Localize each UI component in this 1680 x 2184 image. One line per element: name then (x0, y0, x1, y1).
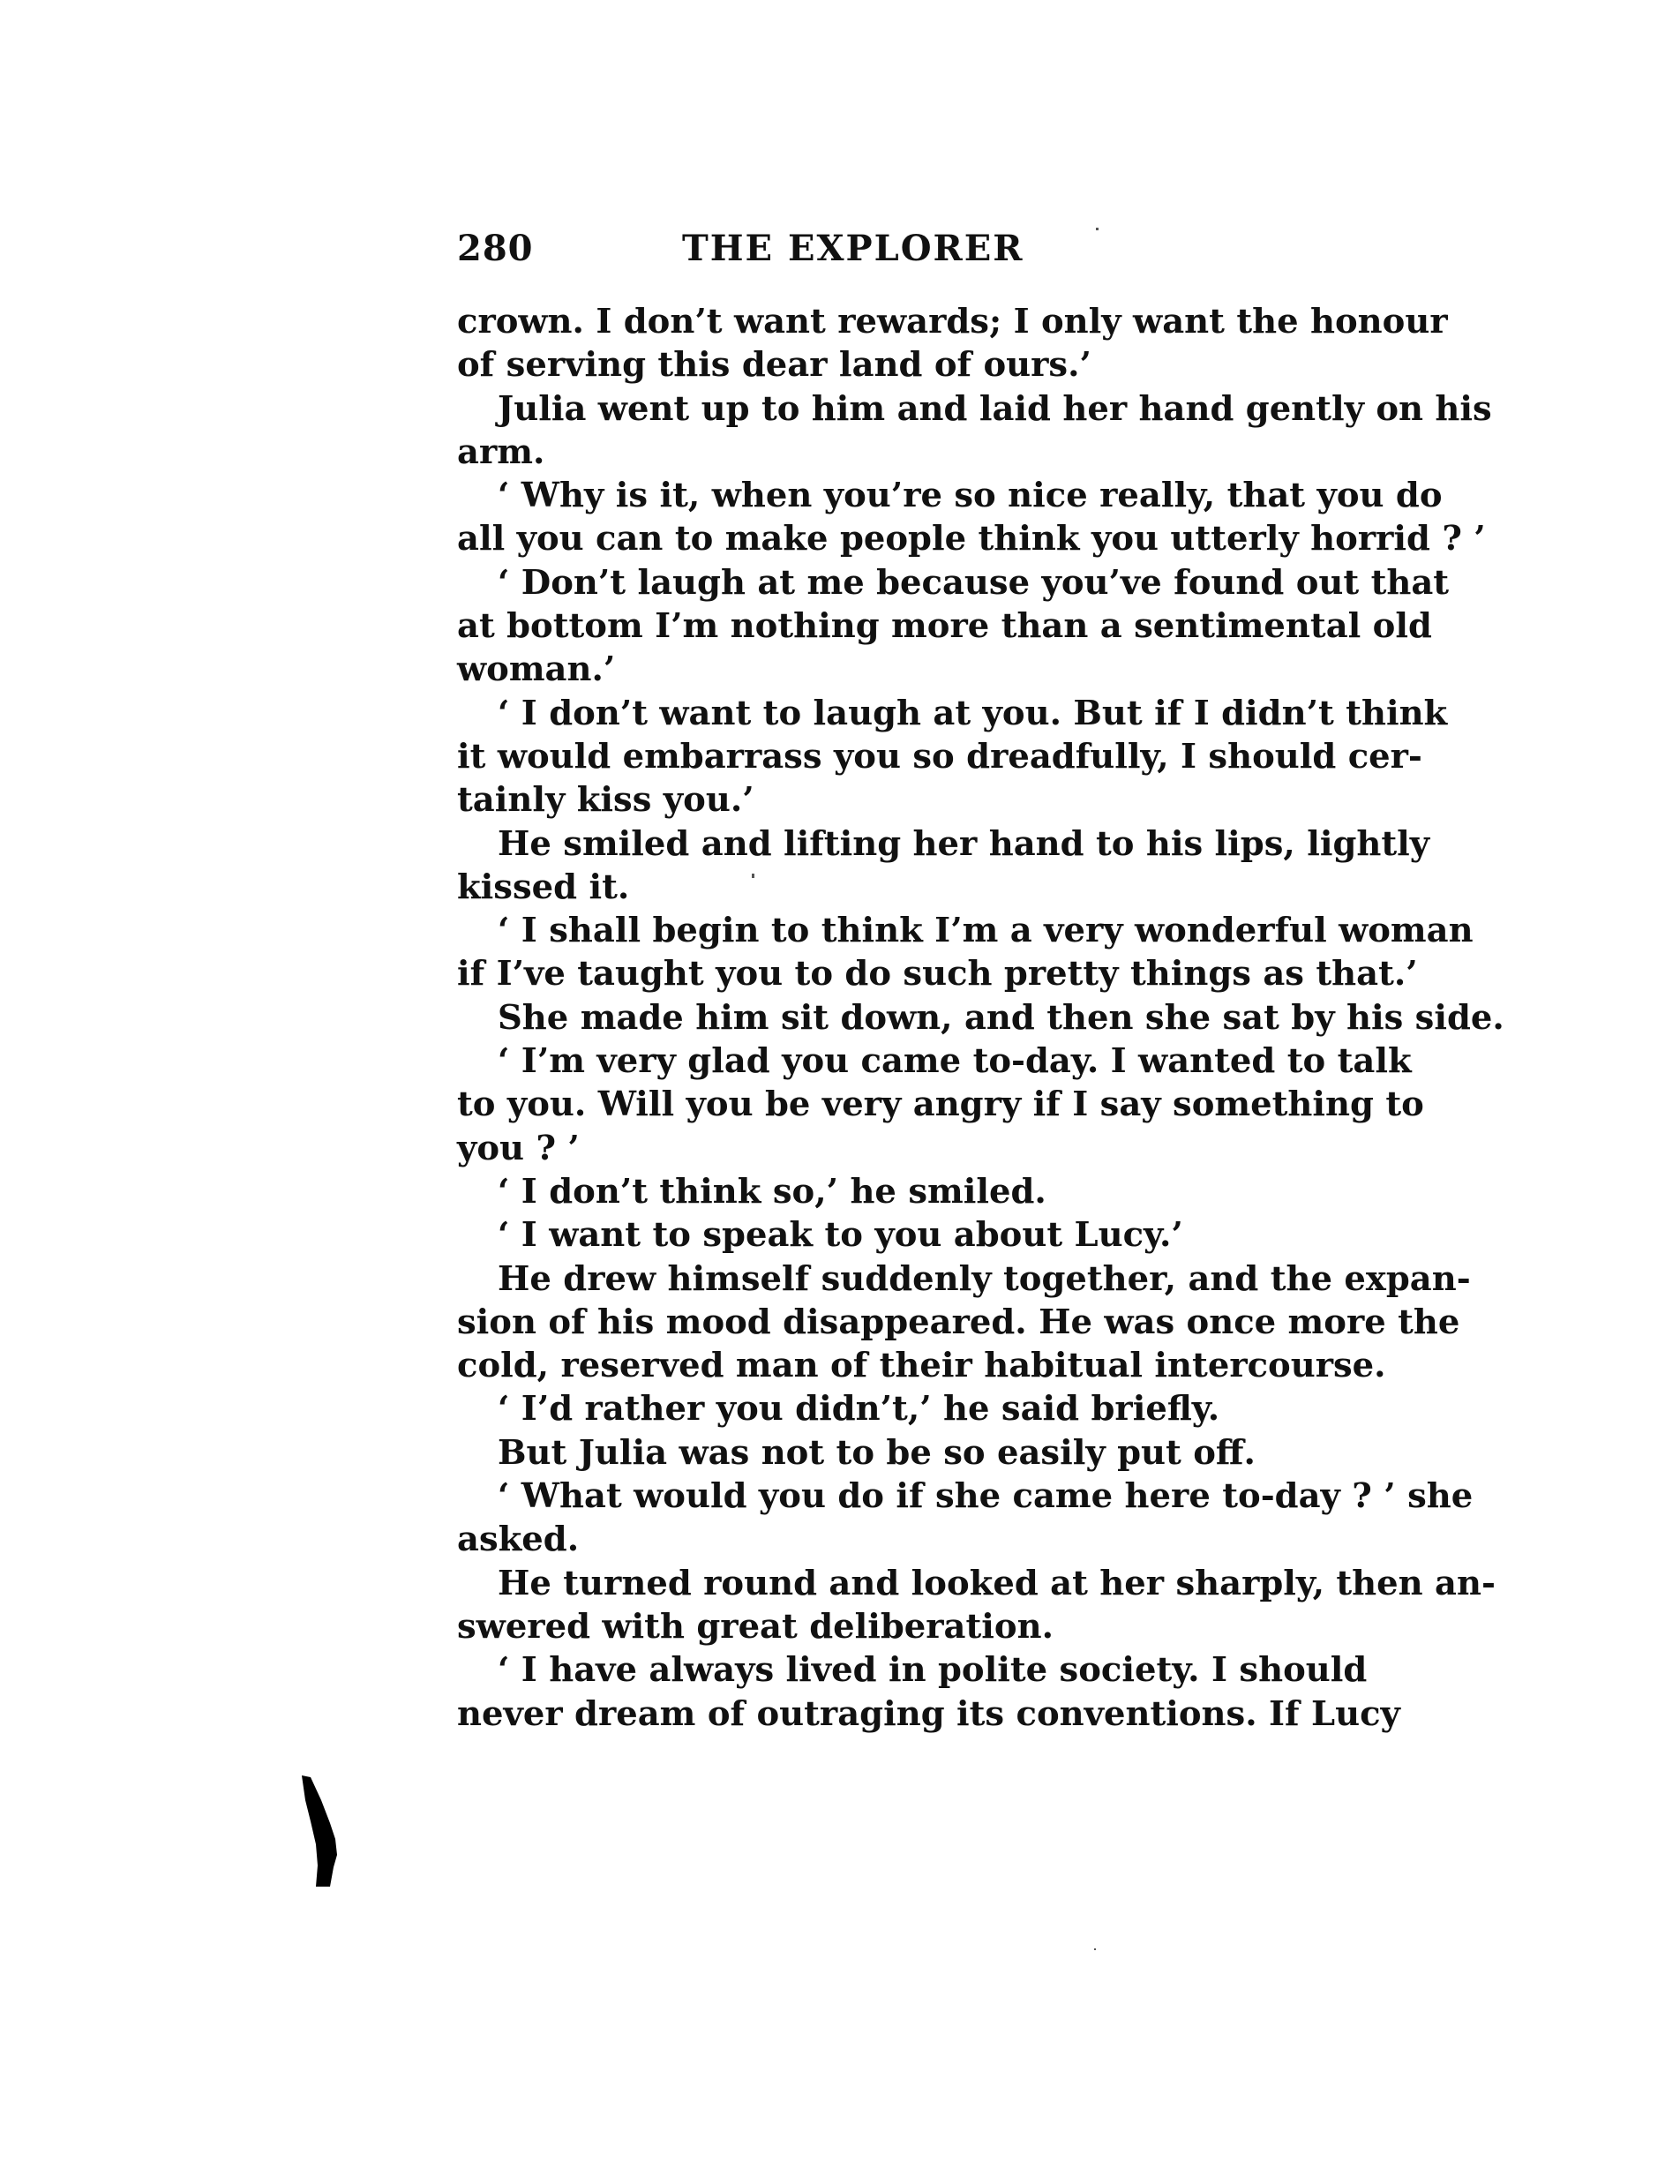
scan-speck (1096, 228, 1099, 230)
text-line: ‘ I don’t want to laugh at you. But if I didn’t think (498, 693, 1448, 733)
text-line: But Julia was not to be so easily put off. (498, 1432, 1256, 1473)
text-line: ‘ I shall begin to think I’m a very wonderful woman (498, 911, 1474, 951)
text-line: She made him sit down, and then she sat by his side. (498, 997, 1504, 1038)
text-line: ‘ I’m very glad you came to-day. I wanted to talk (498, 1041, 1412, 1082)
text-line: never dream of outraging its conventions. If Lucy (457, 1693, 1400, 1734)
running-title: THE EXPLORER (682, 228, 1024, 269)
running-header (457, 228, 1331, 281)
text-line: asked. (457, 1520, 580, 1560)
text-line: sion of his mood disappeared. He was once more the (457, 1302, 1460, 1342)
text-line: ‘ I have always lived in polite society. I should (498, 1650, 1368, 1691)
text-line: ‘ Don’t laugh at me because you’ve found out that (498, 562, 1450, 603)
text-line: ‘ I’d rather you didn’t,’ he said briefly. (498, 1389, 1220, 1430)
text-line: at bottom I’m nothing more than a sentimental old (457, 606, 1432, 647)
scan-speck (1094, 1948, 1096, 1950)
text-line: ‘ I don’t think so,’ he smiled. (498, 1171, 1046, 1212)
text-line: He drew himself suddenly together, and the expan- (498, 1258, 1471, 1299)
scan-thumb-mark (300, 1774, 353, 1888)
text-line: if I’ve taught you to do such pretty things as that.’ (457, 954, 1418, 994)
page-number: 280 (457, 228, 534, 269)
text-line: you ? ’ (457, 1128, 580, 1168)
text-line: ‘ What would you do if she came here to-day ? ’ she (498, 1476, 1474, 1517)
body-text (457, 300, 1504, 1736)
text-line: swered with great deliberation. (457, 1606, 1054, 1647)
text-line: Julia went up to him and laid her hand gently on his (498, 388, 1492, 429)
text-line: cold, reserved man of their habitual intercourse. (457, 1346, 1386, 1386)
text-line: of serving this dear land of ours.’ (457, 345, 1091, 386)
text-line: He smiled and lifting her hand to his lips, lightly (498, 823, 1430, 864)
text-line: kissed it. (457, 867, 630, 907)
text-line: to you. Will you be very angry if I say something to (457, 1084, 1424, 1125)
text-line: ‘ Why is it, when you’re so nice really, that you do (498, 476, 1443, 516)
text-line: He turned round and looked at her sharply, then an- (498, 1563, 1496, 1603)
text-line: all you can to make people think you utterly horrid ? ’ (457, 519, 1486, 559)
text-line: arm. (457, 432, 545, 472)
text-line: tainly kiss you.’ (457, 780, 754, 821)
text-line: crown. I don’t want rewards; I only want the honour (457, 302, 1448, 341)
text-line: it would embarrass you so dreadfully, I should cer- (457, 736, 1422, 777)
text-line: ‘ I want to speak to you about Lucy.’ (498, 1215, 1183, 1256)
scan-speck (752, 874, 754, 878)
text-line: woman.’ (457, 649, 616, 690)
